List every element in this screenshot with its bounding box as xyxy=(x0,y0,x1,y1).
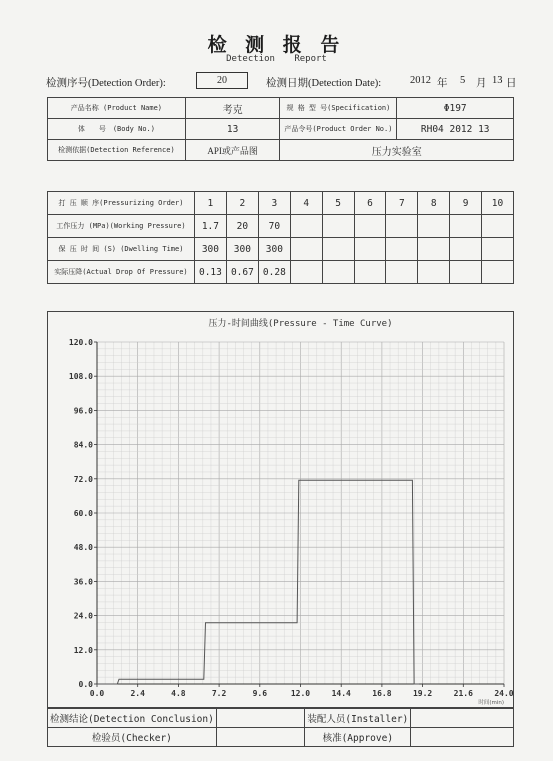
pressure-drop-cell xyxy=(482,261,514,284)
order-cell: 4 xyxy=(290,192,322,215)
pressure-time-chart xyxy=(48,312,513,707)
x-tick-label: 16.8 xyxy=(372,689,392,698)
y-tick-label: 96.0 xyxy=(73,406,93,416)
dwelling-time-label: 保 压 时 间 (S) (Dwelling Time) xyxy=(48,238,195,261)
order-cell: 7 xyxy=(386,192,418,215)
y-tick-label: 84.0 xyxy=(73,440,93,450)
y-tick-label: 0.0 xyxy=(78,680,93,689)
dwelling-time-cell xyxy=(322,238,354,261)
order-cell: 2 xyxy=(226,192,258,215)
date-day-unit: 日 xyxy=(506,78,517,89)
x-tick-label: 4.8 xyxy=(171,689,186,698)
signature-row-2 xyxy=(48,728,514,747)
dwelling-time-cell xyxy=(418,238,450,261)
spec-label: 规 格 型 号(Specification) xyxy=(280,98,397,119)
x-tick-label: 19.2 xyxy=(412,689,433,698)
working-pressure-cell xyxy=(450,215,482,238)
approve-label: 核准(Approve) xyxy=(305,728,411,747)
dwelling-time-cell xyxy=(386,238,418,261)
checker-label: 检验员(Checker) xyxy=(48,728,217,747)
approve-value xyxy=(411,728,514,747)
x-axis-label: 时间(min) xyxy=(478,700,504,706)
reference-value: API或产品图 xyxy=(185,140,280,161)
checker-value xyxy=(216,728,305,747)
pressure-drop-cell xyxy=(322,261,354,284)
signature-row-1 xyxy=(48,709,514,728)
pressurizing-order-label: 打 压 顺 序(Pressurizing Order) xyxy=(48,192,195,215)
dwelling-time-cell xyxy=(482,238,514,261)
dwelling-time-row xyxy=(48,238,514,261)
x-tick-label: 21.6 xyxy=(453,689,473,698)
working-pressure-cell xyxy=(482,215,514,238)
chart-frame xyxy=(47,311,514,708)
product-name-value: 考克 xyxy=(185,98,280,119)
order-cell: 5 xyxy=(322,192,354,215)
pressure-drop-cell xyxy=(386,261,418,284)
y-tick-label: 24.0 xyxy=(73,611,93,621)
y-tick-label: 12.0 xyxy=(73,645,93,655)
chart-title: 压力-时间曲线(Pressure - Time Curve) xyxy=(208,319,393,329)
date-month: 5 xyxy=(460,75,466,86)
date-month-unit: 月 xyxy=(476,78,487,89)
dwelling-time-cell xyxy=(450,238,482,261)
signature-table xyxy=(47,708,514,747)
pressure-drop-cell xyxy=(418,261,450,284)
dwelling-time-cell: 300 xyxy=(194,238,226,261)
x-tick-label: 12.0 xyxy=(290,689,311,698)
working-pressure-cell: 70 xyxy=(258,215,290,238)
x-tick-label: 24.0 xyxy=(494,689,513,698)
reference-label: 检测依据(Detection Reference) xyxy=(48,140,186,161)
conclusion-value xyxy=(216,709,305,728)
x-tick-label: 9.6 xyxy=(252,689,268,698)
body-no-value: 13 xyxy=(185,119,280,140)
pressure-drop-cell: 0.28 xyxy=(258,261,290,284)
order-cell: 3 xyxy=(258,192,290,215)
product-order-label: 产品令号(Product Order No.) xyxy=(280,119,397,140)
pressure-drop-cell xyxy=(290,261,322,284)
body-row xyxy=(48,119,514,140)
x-tick-label: 2.4 xyxy=(130,689,145,698)
pressure-drop-cell: 0.13 xyxy=(194,261,226,284)
installer-value xyxy=(411,709,514,728)
y-tick-label: 36.0 xyxy=(73,577,93,587)
pressure-drop-row xyxy=(48,261,514,284)
product-name-label: 产品名称 (Product Name) xyxy=(48,98,186,119)
product-info-table xyxy=(47,97,514,161)
date-year: 2012 xyxy=(410,75,431,86)
dwelling-time-cell xyxy=(290,238,322,261)
working-pressure-cell xyxy=(418,215,450,238)
detection-date-label: 检测日期(Detection Date): xyxy=(266,78,382,89)
lab-value: 压力实验室 xyxy=(280,140,514,161)
dwelling-time-cell xyxy=(354,238,386,261)
pressure-drop-cell: 0.67 xyxy=(226,261,258,284)
detection-order-value: 20 xyxy=(196,72,248,89)
product-row xyxy=(48,98,514,119)
working-pressure-cell: 1.7 xyxy=(194,215,226,238)
installer-label: 装配人员(Installer) xyxy=(305,709,411,728)
working-pressure-cell xyxy=(354,215,386,238)
spec-value: Φ197 xyxy=(397,98,514,119)
report-subtitle: Detection Report xyxy=(226,54,327,64)
order-row xyxy=(48,192,514,215)
pressure-drop-cell xyxy=(354,261,386,284)
order-cell: 10 xyxy=(482,192,514,215)
x-tick-label: 0.0 xyxy=(89,689,105,698)
pressure-drop-label: 实际压降(Actual Drop Of Pressure) xyxy=(48,261,195,284)
y-tick-label: 72.0 xyxy=(73,474,93,484)
dwelling-time-cell: 300 xyxy=(226,238,258,261)
working-pressure-cell xyxy=(386,215,418,238)
date-day: 13 xyxy=(492,75,503,86)
order-cell: 6 xyxy=(354,192,386,215)
conclusion-label: 检测结论(Detection Conclusion) xyxy=(48,709,217,728)
order-cell: 8 xyxy=(418,192,450,215)
working-pressure-label: 工作压力 (MPa)(Working Pressure) xyxy=(48,215,195,238)
working-pressure-row xyxy=(48,215,514,238)
order-cell: 1 xyxy=(194,192,226,215)
pressure-drop-cell xyxy=(450,261,482,284)
reference-row xyxy=(48,140,514,161)
body-no-label: 体 号 (Body No.) xyxy=(48,119,186,140)
working-pressure-cell xyxy=(290,215,322,238)
detection-order-label: 检测序号(Detection Order): xyxy=(46,78,166,89)
y-tick-label: 48.0 xyxy=(73,543,93,553)
y-tick-label: 120.0 xyxy=(68,338,93,347)
y-tick-label: 60.0 xyxy=(73,509,93,518)
x-tick-label: 14.4 xyxy=(331,689,351,698)
report-title: 检 测 报 告 xyxy=(207,34,346,56)
x-tick-label: 7.2 xyxy=(211,689,227,698)
working-pressure-cell: 20 xyxy=(226,215,258,238)
date-year-unit: 年 xyxy=(437,78,448,89)
working-pressure-cell xyxy=(322,215,354,238)
pressure-series-line xyxy=(97,480,419,684)
y-tick-label: 108.0 xyxy=(68,372,93,382)
pressure-table xyxy=(47,191,514,284)
product-order-value: RH04 2012 13 xyxy=(397,119,514,140)
dwelling-time-cell: 300 xyxy=(258,238,290,261)
order-cell: 9 xyxy=(450,192,482,215)
